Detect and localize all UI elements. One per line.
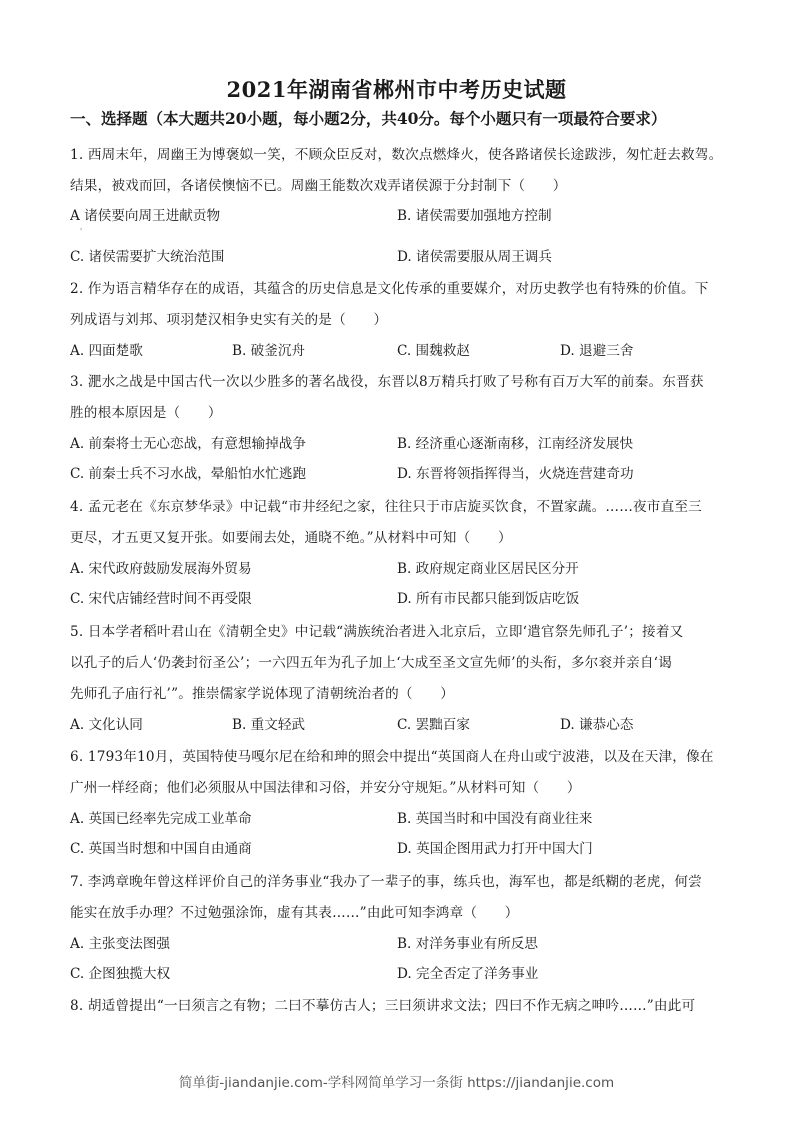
question-8-line-1: 8. 胡适曾提出“一曰须言之有物；二曰不摹仿古人；三曰须讲求文法；四曰不作无病之呻吟……”由此可	[70, 998, 696, 1014]
question-3-line-2: 胜的根本原因是（ ）	[70, 405, 222, 421]
question-7-option-b: B. 对洋务事业有所反思	[397, 936, 538, 952]
question-4-option-b: B. 政府规定商业区居民区分开	[397, 561, 579, 577]
question-2-option-a: A. 四面楚歌	[70, 343, 143, 359]
question-5-option-a: A. 文化认同	[70, 717, 143, 733]
question-3-option-c: C. 前秦士兵不习水战，晕船怕水忙逃跑	[70, 466, 307, 482]
page-title: 2021年湖南省郴州市中考历史试题	[226, 77, 567, 102]
section-heading: 一、选择题（本大题共20小题，每小题2分，共40分。每个小题只有一项最符合要求）	[70, 109, 667, 128]
question-5-line-3: 先师孔子庙行礼’”。推崇儒家学说体现了清朝统治者的（ ）	[70, 686, 455, 702]
stray-mark: '	[80, 227, 83, 236]
question-2-option-b: B. 破釜沉舟	[232, 343, 306, 359]
question-7-line-2: 能实在放手办理？不过勉强涂饰，虚有其表……”由此可知李鸿章（ ）	[70, 905, 519, 921]
question-5-option-b: B. 重文轻武	[232, 717, 306, 733]
question-3-option-b: B. 经济重心逐渐南移，江南经济发展快	[397, 436, 634, 452]
question-6-option-c: C. 英国当时想和中国自由通商	[70, 841, 252, 857]
question-1-line-2: 结果，被戏而回，各诸侯懊恼不已。周幽王能数次戏弄诸侯源于分封制下（ ）	[70, 178, 567, 194]
question-4-line-1: 4. 孟元老在《东京梦华录》中记载“市井经纪之家，往往只于市店旋买饮食，不置家蔬。……夜市直至三	[70, 499, 702, 515]
question-1-line-1: 1. 西周末年，周幽王为博褒姒一笑，不顾众臣反对，数次点燃烽火，使各路诸侯长途跋涉，匆忙赶去救驾。	[70, 147, 723, 163]
question-7-option-a: A. 主张变法图强	[70, 936, 171, 952]
question-2-option-c: C. 围魏救赵	[397, 343, 470, 359]
question-5-option-d: D. 谦恭心态	[560, 717, 634, 733]
footer-watermark: 简单街-jiandanjie.com-学科网简单学习一条街 https://jiandanjie.com	[178, 1075, 615, 1091]
question-1-option-b: B. 诸侯需要加强地方控制	[397, 208, 552, 224]
question-1-option-a: A 诸侯要向周王进献贡物	[70, 208, 221, 224]
question-6-line-2: 广州一样经商；他们必须服从中国法律和习俗，并安分守规矩。”从材料可知（ ）	[70, 780, 581, 796]
question-3-line-1: 3. 淝水之战是中国古代一次以少胜多的著名战役，东晋以8万精兵打败了号称有百万大军的前秦。东晋获	[70, 374, 704, 390]
question-1-option-d: D. 诸侯需要服从周王调兵	[397, 249, 552, 265]
question-4-option-a: A. 宋代政府鼓励发展海外贸易	[70, 561, 252, 577]
question-6-option-b: B. 英国当时和中国没有商业往来	[397, 811, 593, 827]
question-3-option-d: D. 东晋将领指挥得当，火烧连营建奇功	[397, 466, 634, 482]
question-4-option-d: D. 所有市民都只能到饭店吃饭	[397, 591, 580, 607]
question-7-option-d: D. 完全否定了洋务事业	[397, 966, 539, 982]
question-5-line-2: 以孔子的后人‘仍袭封衍圣公’；一六四五年为孔子加上‘大成至圣文宣先师’的头衔，多尔衮并亲自‘谒	[70, 655, 672, 671]
question-4-line-2: 更尽，才五更又复开张。如要闹去处，通晓不绝。”从材料中可知（ ）	[70, 530, 512, 546]
question-7-line-1: 7. 李鸿章晚年曾这样评价自己的洋务事业“我办了一辈子的事，练兵也，海军也，都是纸糊的老虎，何尝	[70, 874, 702, 890]
question-6-line-1: 6. 1793年10月，英国特使马嘎尔尼在给和珅的照会中提出“英国商人在舟山或宁波港，以及在天津，像在	[70, 749, 714, 765]
question-5-line-1: 5. 日本学者稻叶君山在《清朝全史》中记载“满族统治者进入北京后，立即‘遣官祭先师孔子’；接着又	[70, 624, 684, 640]
question-6-option-a: A. 英国已经率先完成工业革命	[70, 811, 252, 827]
question-7-option-c: C. 企图独揽大权	[70, 966, 171, 982]
question-3-option-a: A. 前秦将士无心恋战，有意想输掉战争	[70, 436, 306, 452]
question-2-option-d: D. 退避三舍	[560, 343, 634, 359]
question-4-option-c: C. 宋代店铺经营时间不再受限	[70, 591, 252, 607]
question-2-line-2: 列成语与刘邦、项羽楚汉相争史实有关的是（ ）	[70, 312, 388, 328]
question-6-option-d: D. 英国企图用武力打开中国大门	[397, 841, 593, 857]
question-5-option-c: C. 罢黜百家	[397, 717, 470, 733]
question-1-option-c: C. 诸侯需要扩大统治范围	[70, 249, 225, 265]
question-2-line-1: 2. 作为语言精华存在的成语，其蕴含的历史信息是文化传承的重要媒介，对历史教学也有特殊的价值。下	[70, 281, 709, 297]
